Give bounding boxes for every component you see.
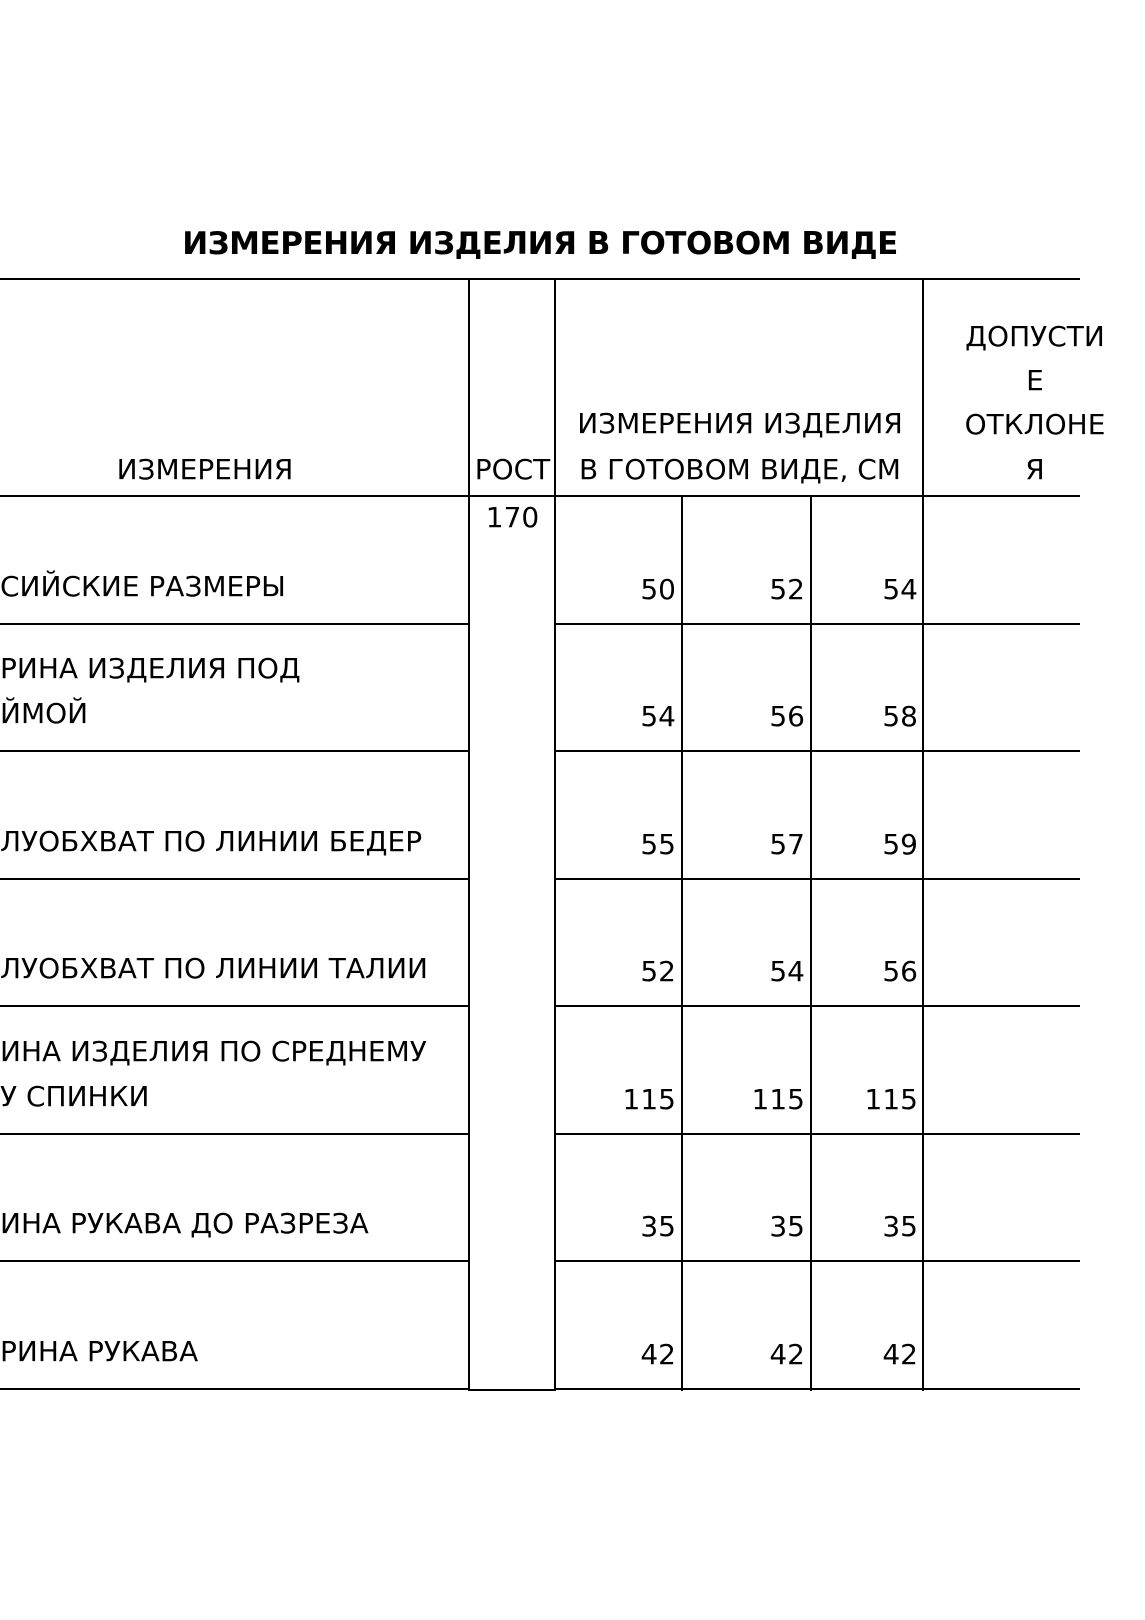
table-rule-horizontal: [0, 1133, 470, 1135]
header-values-line2: В ГОТОВОМ ВИДЕ, СМ: [579, 453, 901, 486]
table-rule-horizontal: [554, 623, 1080, 625]
size-value-cell: 35: [640, 1210, 676, 1243]
table-rule-horizontal: [554, 750, 1080, 752]
row-label-line: ИНА ИЗДЕЛИЯ ПО СРЕДНЕМУ: [0, 1034, 427, 1068]
size-value-cell: 52: [769, 572, 805, 606]
table-rule-vertical: [554, 278, 556, 1391]
header-measurements: ИЗМЕРЕНИЯ: [116, 453, 294, 486]
table-rule-horizontal: [554, 1388, 1080, 1390]
table-rule-horizontal: [0, 1260, 470, 1262]
row-label-line: У СПИНКИ: [0, 1079, 150, 1113]
size-value-cell: 54: [769, 955, 805, 988]
size-value-cell: 54: [640, 700, 676, 733]
table-rule-horizontal: [554, 1260, 1080, 1262]
table-rule-vertical: [810, 495, 812, 1391]
header-tolerance-line: Я: [1025, 453, 1045, 486]
row-label-line: РИНА ИЗДЕЛИЯ ПОД: [0, 652, 301, 685]
table-rule-horizontal: [0, 878, 470, 880]
size-value-cell: 42: [882, 1337, 918, 1371]
table-rule-vertical: [922, 278, 924, 1391]
size-value-cell: 58: [882, 700, 918, 733]
size-value-cell: 35: [769, 1210, 805, 1243]
size-value-cell: 42: [769, 1337, 805, 1371]
table-rule-horizontal: [554, 1005, 1080, 1007]
size-value-cell: 115: [864, 1082, 918, 1116]
size-value-cell: 54: [882, 572, 918, 606]
table-rule-horizontal: [470, 1389, 556, 1391]
header-tolerance-line: ОТКЛОНЕ: [964, 408, 1106, 441]
header-tolerance-line: ДОПУСТИ: [965, 320, 1105, 353]
chart-title: ИЗМЕРЕНИЯ ИЗДЕЛИЯ В ГОТОВОМ ВИДЕ: [182, 226, 898, 262]
header-tolerance-line: Е: [1026, 364, 1044, 397]
height-value: 170: [485, 501, 540, 534]
size-value-cell: 35: [882, 1210, 918, 1243]
table-rule-horizontal: [0, 278, 1080, 280]
table-rule-vertical: [681, 495, 683, 1391]
table-rule-horizontal: [554, 1133, 1080, 1135]
table-rule-vertical: [468, 278, 470, 1391]
size-value-cell: 115: [622, 1082, 676, 1116]
size-value-cell: 42: [640, 1337, 676, 1371]
size-value-cell: 56: [769, 700, 805, 733]
table-rule-horizontal: [0, 1388, 470, 1390]
table-rule-horizontal: [0, 623, 470, 625]
size-value-cell: 57: [769, 827, 805, 861]
table-rule-horizontal: [0, 495, 1080, 497]
row-label-line: ЛУОБХВАТ ПО ЛИНИИ ТАЛИИ: [0, 952, 428, 985]
table-rule-horizontal: [0, 1005, 470, 1007]
size-value-cell: 59: [882, 827, 918, 861]
table-rule-horizontal: [554, 878, 1080, 880]
row-label-line: РИНА РУКАВА: [0, 1334, 199, 1368]
header-values-line1: ИЗМЕРЕНИЯ ИЗДЕЛИЯ: [577, 407, 903, 440]
size-value-cell: 56: [882, 955, 918, 988]
size-value-cell: 52: [640, 955, 676, 988]
row-label-line: ИНА РУКАВА ДО РАЗРЕЗА: [0, 1207, 369, 1240]
row-label-line: ЙМОЙ: [0, 697, 89, 730]
size-value-cell: 115: [751, 1082, 805, 1116]
size-value-cell: 55: [640, 827, 676, 861]
row-label-line: ЛУОБХВАТ ПО ЛИНИИ БЕДЕР: [0, 824, 423, 858]
header-height: РОСТ: [474, 453, 551, 486]
row-label-line: СИЙСКИЕ РАЗМЕРЫ: [0, 569, 286, 603]
size-value-cell: 50: [640, 572, 676, 606]
table-rule-horizontal: [0, 750, 470, 752]
